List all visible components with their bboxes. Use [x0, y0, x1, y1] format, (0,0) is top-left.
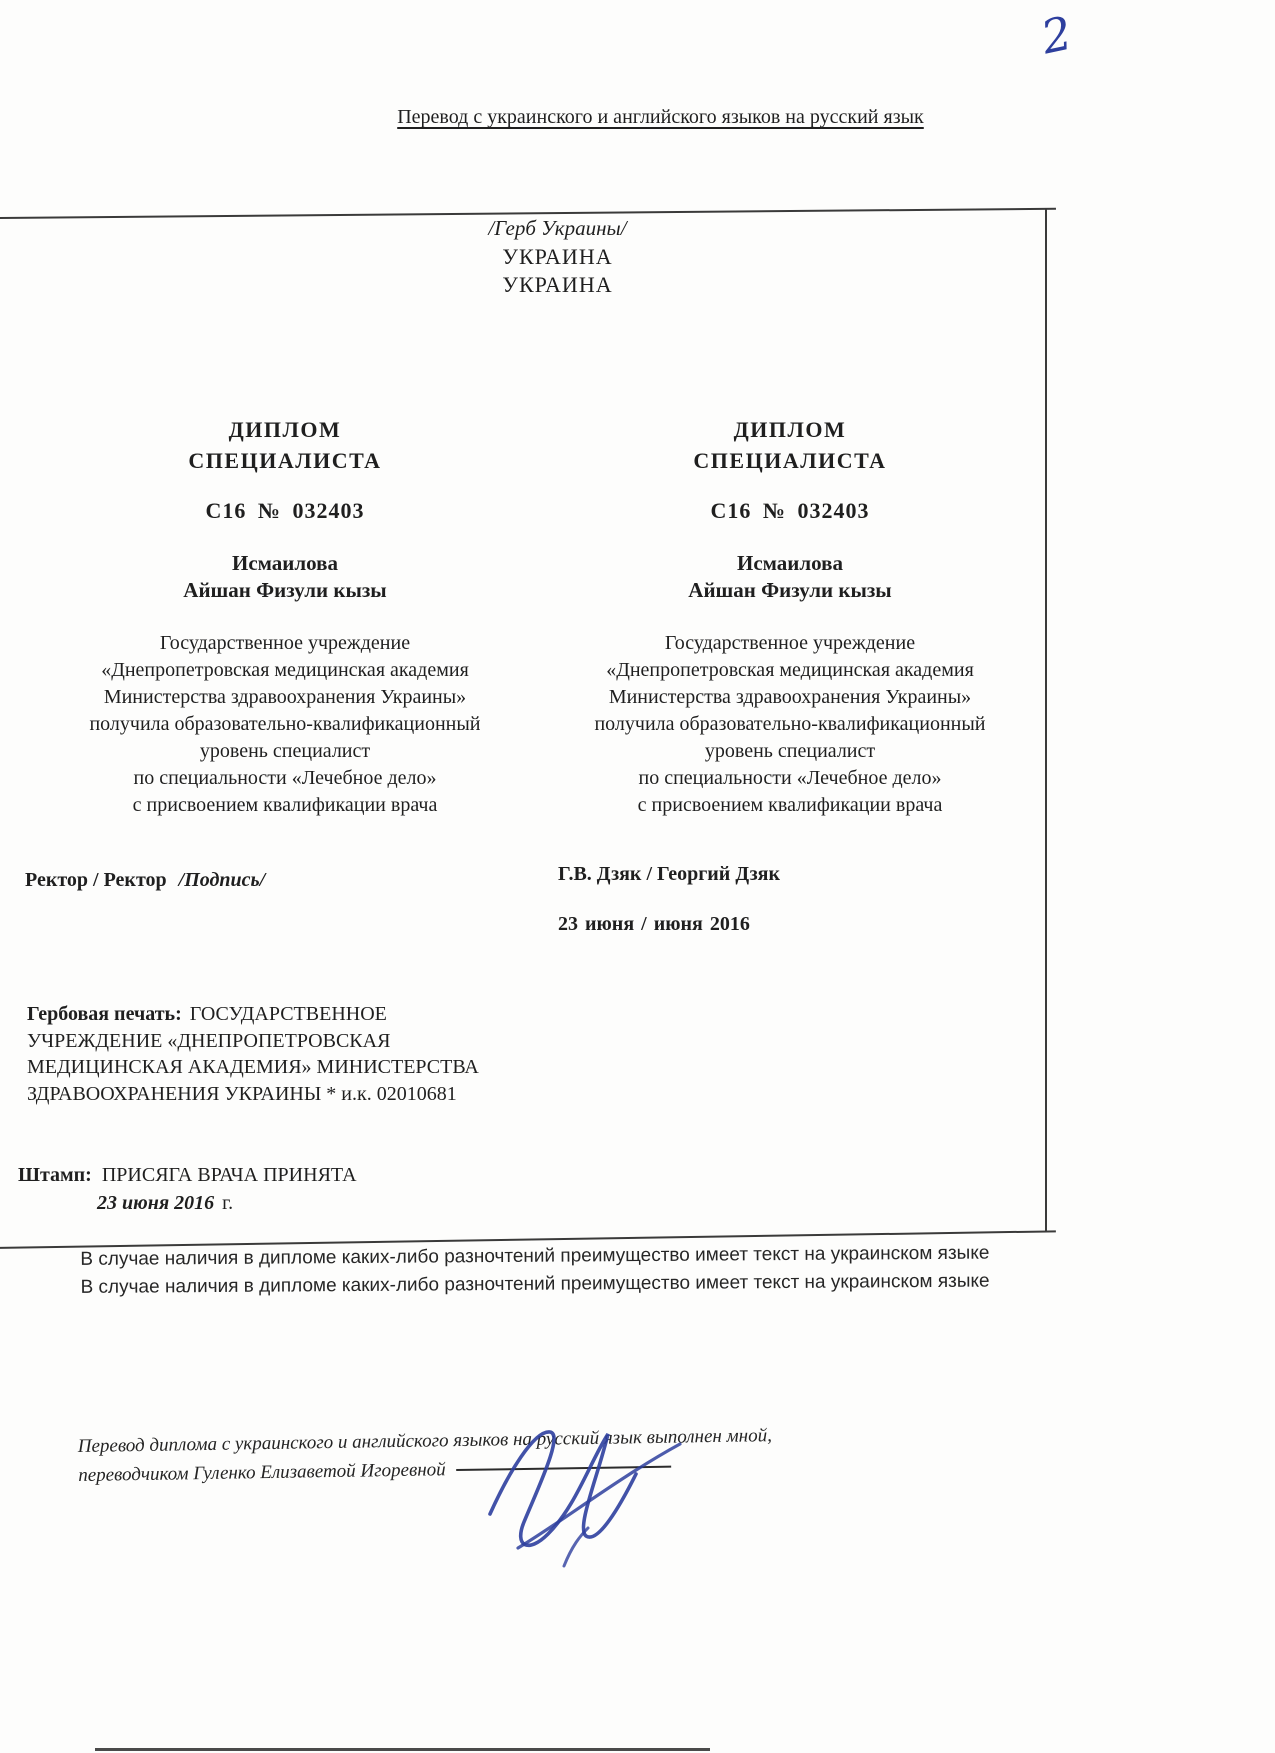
translator-statement-line: Перевод диплома с украинского и английского языков на русский язык выполнен мной,: [77, 1425, 773, 1458]
scan-edge-artifact: [95, 1748, 710, 1751]
diploma-series-number: С16 № 032403: [710, 498, 870, 523]
diploma-heading-line: ДИПЛОМ: [733, 417, 847, 442]
diploma-column-left: [35, 414, 535, 819]
diploma-heading-line: СПЕЦИАЛИСТА: [188, 448, 382, 473]
holder-given-names: Айшан Физули кызы: [688, 578, 892, 602]
translation-title: Перевод с украинского и английского языков на русский язык: [397, 106, 924, 128]
stamp-date-line: [97, 1190, 233, 1217]
rector-signature-line: [25, 869, 265, 892]
diploma-body-line: уровень специалист: [704, 740, 876, 762]
discrepancy-note-block: [70, 1240, 1000, 1302]
diploma-body-line: с присвоением квалификации врача: [132, 794, 438, 816]
diploma-body-line: уровень специалист: [199, 740, 371, 762]
diploma-series-number: С16 № 032403: [205, 498, 365, 523]
seal-text: ГОСУДАРСТВЕННОЕ УЧРЕЖДЕНИЕ «ДНЕПРОПЕТРОВСКАЯ МЕДИЦИНСКАЯ АКАДЕМИЯ» МИНИСТЕРСТВА ЗДРАВООХРАНЕНИЯ УКРАИНЫ * и.к. 02010681: [27, 1003, 479, 1105]
diploma-body-line: получила образовательно-квалификационный: [89, 713, 481, 735]
diploma-body-line: по специальности «Лечебное дело»: [133, 767, 437, 789]
seal-transcription: [27, 1001, 489, 1107]
diploma-column-right: [540, 414, 1040, 819]
diploma-body-line: по специальности «Лечебное дело»: [638, 767, 942, 789]
issue-date: 23 июня / июня 2016: [558, 913, 750, 935]
header-block: [0, 214, 1115, 299]
stamp-transcription: [18, 1162, 357, 1189]
diploma-body-line: получила образовательно-квалификационный: [594, 713, 986, 735]
translator-name-text: переводчиком Гуленко Елизаветой Игоревной: [78, 1459, 446, 1486]
diploma-heading-line: ДИПЛОМ: [228, 417, 342, 442]
stamp-text: ПРИСЯГА ВРАЧА ПРИНЯТА: [101, 1164, 357, 1186]
diploma-body-line: «Днепропетровская медицинская академия: [101, 659, 469, 681]
diploma-heading-line: СПЕЦИАЛИСТА: [693, 448, 887, 473]
holder-surname: Исмаилова: [736, 551, 843, 575]
discrepancy-note-line: В случае наличия в дипломе каких-либо разночтений преимущество имеет текст на украинском языке: [80, 1242, 990, 1270]
country-name-russian: УКРАИНА: [502, 272, 613, 297]
seal-label: Гербовая печать:: [27, 1003, 182, 1025]
holder-given-names: Айшан Физули кызы: [183, 578, 387, 602]
discrepancy-note-line: В случае наличия в дипломе каких-либо разночтений преимущество имеет текст на украинском языке: [80, 1270, 990, 1298]
handwritten-page-number: 2: [1036, 5, 1077, 65]
diploma-body-line: «Днепропетровская медицинская академия: [606, 659, 974, 681]
diploma-body-line: Министерства здравоохранения Украины»: [103, 686, 467, 708]
diploma-body-line: Государственное учреждение: [664, 632, 916, 654]
stamp-date: 23 июня 2016: [97, 1192, 215, 1214]
frame-right-border: [1045, 208, 1047, 1232]
signature-placeholder-note: /Подпись/: [178, 869, 266, 891]
stamp-label: Штамп:: [18, 1164, 92, 1186]
diploma-body-line: с присвоением квалификации врача: [637, 794, 943, 816]
rector-name: Г.В. Дзяк / Георгий Дзяк: [558, 863, 780, 885]
diploma-body-line: Министерства здравоохранения Украины»: [608, 686, 972, 708]
stamp-date-suffix: г.: [222, 1192, 234, 1214]
country-name-ukrainian: УКРАИНА: [502, 244, 613, 269]
diploma-body-line: Государственное учреждение: [159, 632, 411, 654]
rector-label: Ректор / Ректор: [25, 869, 167, 891]
holder-surname: Исмаилова: [231, 551, 338, 575]
translator-signature-handwriting: [468, 1396, 703, 1571]
coat-of-arms-note: /Герб Украины/: [488, 216, 627, 240]
